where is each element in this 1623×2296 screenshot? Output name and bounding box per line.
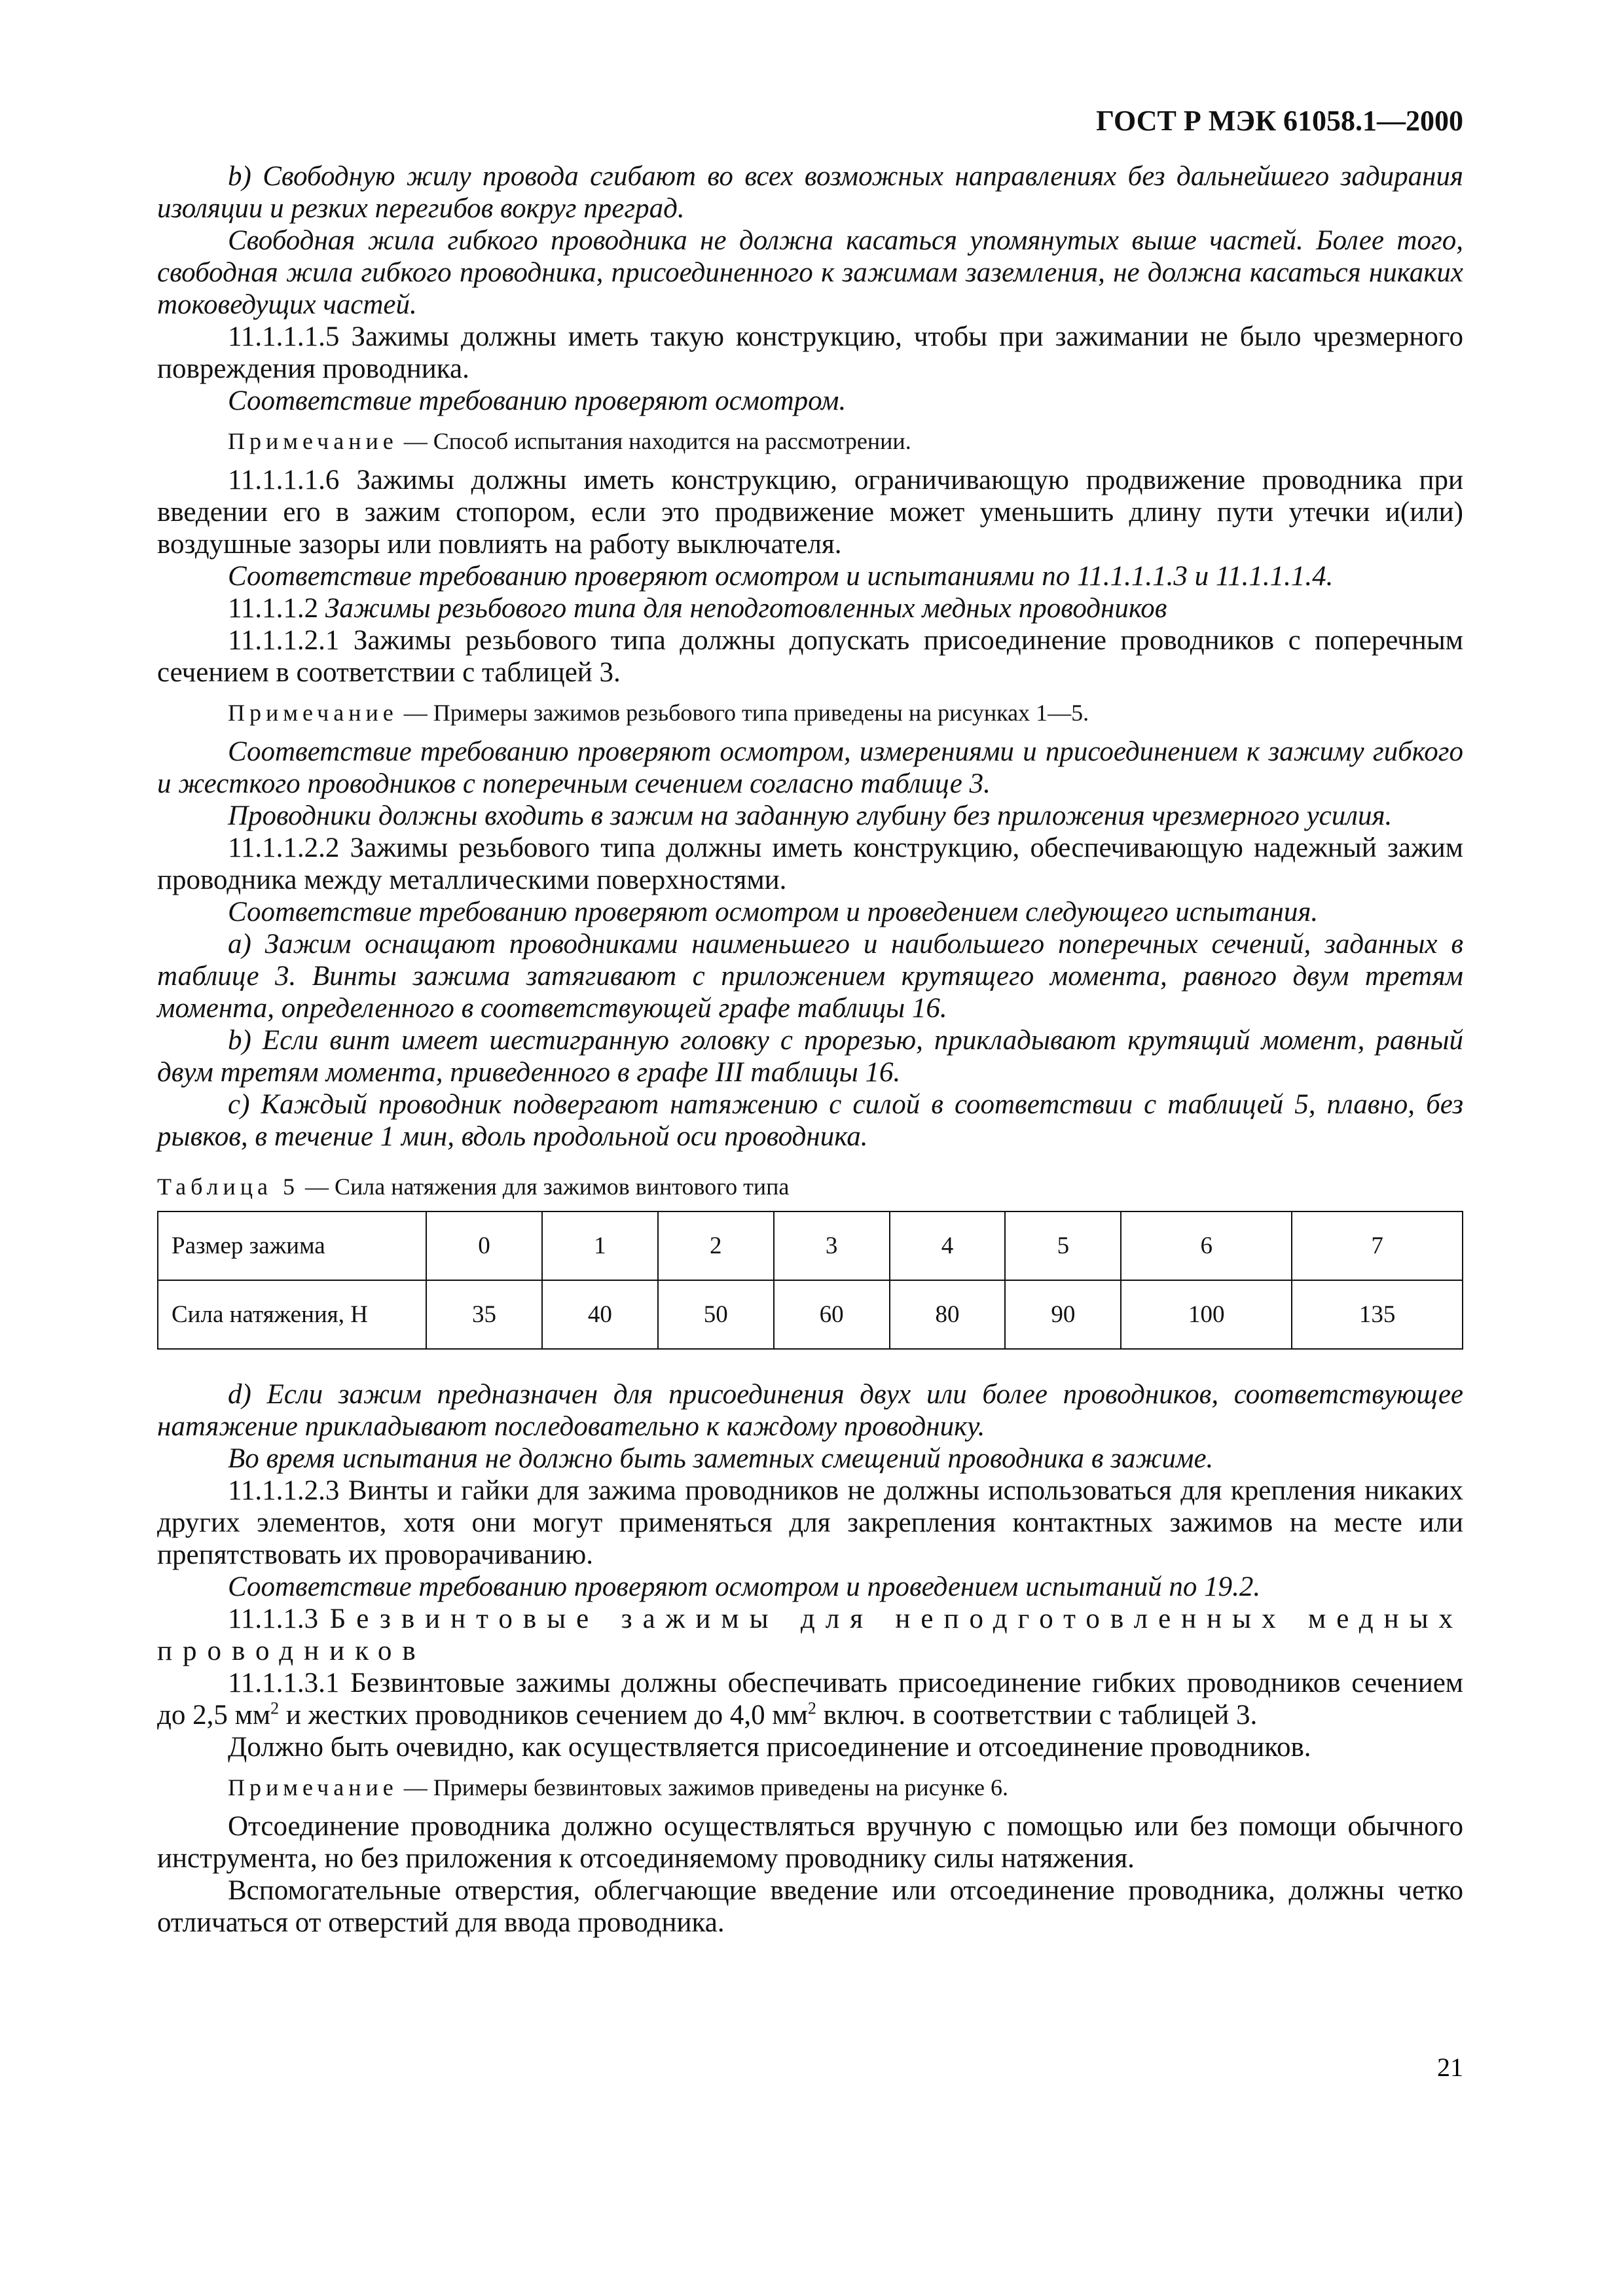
paragraph: Вспомогательные отверстия, облегчающие введение или отсоединение проводника, должны четко отличаться от отверстий для ввода проводника. [157,1875,1463,1938]
table-cell: 2 [658,1211,774,1280]
paragraph: Проводники должны входить в зажим на заданную глубину без приложения чрезмерного усилия. [228,800,1393,831]
paragraph-text: 11.1.1.3.1 Безвинтовые зажимы должны обеспечивать присоединение гибких проводников сечением до 2,5 мм [157,1668,1463,1731]
table-cell: 6 [1121,1211,1292,1280]
table-cell: 7 [1292,1211,1463,1280]
paragraph: Соответствие требованию проверяют осмотром и проведением испытаний по 19.2. [228,1571,1261,1602]
superscript: 2 [807,1698,816,1718]
table-cell: 90 [1005,1280,1121,1349]
paragraph: 11.1.1.2.1 Зажимы резьбового типа должны допускать присоединение проводников с поперечным сечением в соответствии с таблицей 3. [157,625,1463,688]
table-row-header: Сила натяжения, Н [158,1280,426,1349]
table-cell: 5 [1005,1211,1121,1280]
table-cell: 80 [890,1280,1006,1349]
section-heading [157,1603,1463,1667]
note [157,427,1463,455]
table-cell: 135 [1292,1280,1463,1349]
table-cell: 35 [426,1280,542,1349]
note-text: — Примеры зажимов резьбового типа приведены на рисунках 1—5. [397,700,1089,726]
paragraph-text: включ. в соответствии с таблицей 3. [816,1700,1258,1731]
table-cell: 100 [1121,1280,1292,1349]
table-cell: 1 [542,1211,658,1280]
paragraph: Отсоединение проводника должно осуществляться вручную с помощью или без помощи обычного инструмента, но без приложения к отсоединяемому проводнику силы натяжения. [157,1811,1463,1874]
paragraph: Соответствие требованию проверяют осмотром, измерениями и присоединением к зажиму гибкого и жесткого проводников с поперечным сечением согласно таблице 3. [157,736,1463,799]
paragraph: 11.1.1.1.5 Зажимы должны иметь такую конструкцию, чтобы при зажимании не было чрезмерного повреждения проводника. [157,321,1463,384]
note-label: Примечание [228,700,398,726]
tension-table [157,1211,1463,1350]
section-number: 11.1.1.2 [228,593,325,624]
table-row [158,1280,1463,1349]
paragraph-text: и жестких проводников сечением до 4,0 мм [279,1700,808,1731]
table-caption-label: Таблица 5 [157,1174,299,1200]
table-cell: 50 [658,1280,774,1349]
note-text: — Способ испытания находится на рассмотрении. [397,428,911,454]
note [157,1774,1463,1801]
table-cell: 3 [774,1211,890,1280]
page-number: 21 [1437,2053,1463,2082]
paragraph: a) Зажим оснащают проводниками наименьшего и наибольшего поперечных сечений, заданных в таблице 3. Винты зажима затягивают с приложением крутящего момента, равного двум третям момента, определенного в соответствующей графе таблицы 16. [157,929,1463,1024]
note-label: Примечание [228,1774,398,1801]
section-title: Безвинтовые зажимы для неподготовленных медных проводников [157,1604,1463,1666]
table-cell: 60 [774,1280,890,1349]
paragraph: Соответствие требованию проверяют осмотром и испытаниями по 11.1.1.1.3 и 11.1.1.1.4. [228,561,1334,592]
paragraph: Во время испытания не должно быть заметных смещений проводника в зажиме. [228,1443,1214,1474]
paragraph: Соответствие требованию проверяют осмотром. [228,386,847,416]
document-page [157,105,1463,1939]
table-caption [157,1171,1463,1203]
table-cell: 4 [890,1211,1006,1280]
note [157,699,1463,726]
superscript: 2 [270,1698,280,1718]
paragraph: b) Если винт имеет шестигранную головку с прорезью, прикладывают крутящий момент, равный двум третям момента, приведенного в графе III таблицы 16. [157,1025,1463,1088]
section-title: Зажимы резьбового типа для неподготовленных медных проводников [325,593,1167,624]
paragraph: b) Свободную жилу провода сгибают во всех возможных направлениях без дальнейшего задирания изоляции и резких перегибов вокруг преград. [157,161,1463,224]
table-cell: 40 [542,1280,658,1349]
paragraph [157,1667,1463,1731]
paragraph: Соответствие требованию проверяют осмотром и проведением следующего испытания. [228,897,1319,927]
table-row-header: Размер зажима [158,1211,426,1280]
table-caption-text: — Сила натяжения для зажимов винтового типа [299,1174,790,1200]
note-text: — Примеры безвинтовых зажимов приведены на рисунке 6. [397,1774,1008,1801]
table-row [158,1211,1463,1280]
table-cell: 0 [426,1211,542,1280]
paragraph: Должно быть очевидно, как осуществляется присоединение и отсоединение проводников. [228,1732,1311,1763]
note-label: Примечание [228,428,398,454]
section-heading [157,592,1463,624]
paragraph: d) Если зажим предназначен для присоединения двух или более проводников, соответствующее натяжение прикладывают последовательно к каждому проводнику. [157,1379,1463,1442]
section-number: 11.1.1.3 [228,1604,330,1634]
paragraph: 11.1.1.2.3 Винты и гайки для зажима проводников не должны использоваться для крепления никаких других элементов, хотя они могут применяться для закрепления контактных зажимов на месте или препятствовать их проворачиванию. [157,1475,1463,1570]
document-header: ГОСТ Р МЭК 61058.1—2000 [1096,105,1463,137]
paragraph: 11.1.1.1.6 Зажимы должны иметь конструкцию, ограничивающую продвижение проводника при введении его в зажим стопором, если это продвижение может уменьшить длину пути утечки и(или) воздушные зазоры или повлиять на работу выключателя. [157,465,1463,560]
paragraph: Свободная жила гибкого проводника не должна касаться упомянутых выше частей. Более того, свободная жила гибкого проводника, присоединенного к зажимам заземления, не должна касаться никаких токоведущих частей. [157,225,1463,320]
paragraph: c) Каждый проводник подвергают натяжению с силой в соответствии с таблицей 5, плавно, без рывков, в течение 1 мин, вдоль продольной оси проводника. [157,1089,1463,1152]
paragraph: 11.1.1.2.2 Зажимы резьбового типа должны иметь конструкцию, обеспечивающую надежный зажим проводника между металлическими поверхностями. [157,833,1463,895]
